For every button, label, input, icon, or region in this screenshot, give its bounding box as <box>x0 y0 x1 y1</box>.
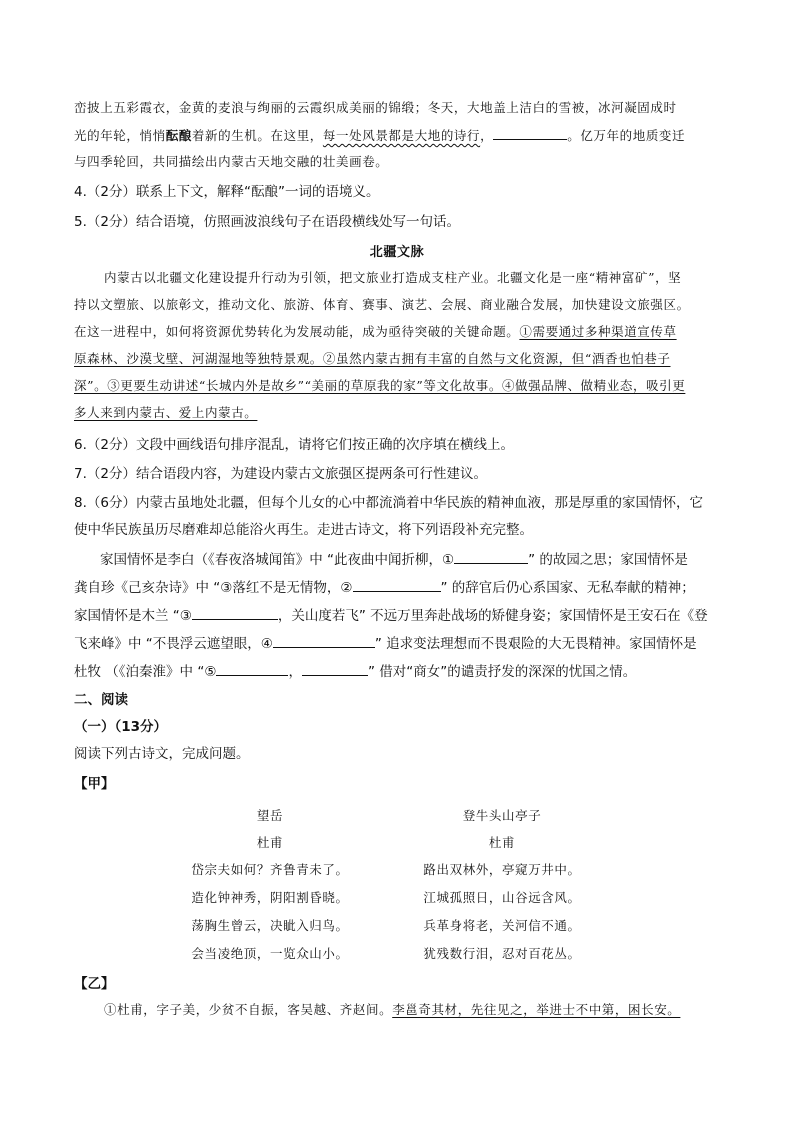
para-top-line-1: 峦披上五彩霞衣，金黄的麦浪与绚丽的云霞织成美丽的锦缎；冬天，大地盖上洁白的雪被，冰河凝固成时 <box>74 100 677 115</box>
poem-2-line: 犹残数行泪，忍对百花丛。 <box>423 946 581 961</box>
text-segment: 光的年轮，悄悄 <box>74 128 166 143</box>
para-top-line-3: 与四季轮回，共同描绘出内蒙古天地交融的壮美画卷。 <box>74 154 389 169</box>
para-mid-line-2: 持以文塑旅、以旅彰文，推动文化、旅游、体育、赛事、演艺、会展、商业融合发展，加快建设文旅强区。 <box>74 297 690 312</box>
text-segment: 杜牧 （《泊秦淮》中 “⑤ <box>74 664 217 680</box>
question-7: 7.（2分）结合语段内容，为建设内蒙古文旅强区提两条可行性建议。 <box>74 466 487 482</box>
poem-1-title: 望岳 <box>256 808 284 823</box>
text-segment: ，关山度若飞” 不远万里奔赴战场的矫健身姿；家国情怀是王安石在《登 <box>277 608 708 624</box>
text-segment: 在这一进程中，如何将资源优势转化为发展动能，成为亟待突破的关键命题。 <box>74 324 520 339</box>
text-segment: 龚自珍《己亥杂诗》中 “③落红不是无情物，② <box>74 580 353 596</box>
poem-2-line: 路出双林外，亭窥万井中。 <box>423 862 581 877</box>
underlined-sentence: 李邕奇其材，先往见之，举进士不中第，困长安。 <box>392 1002 681 1017</box>
para-mid-line-1: 内蒙古以北疆文化建设提升行动为引领，把文旅业打造成支柱产业。北疆文化是一座“精神富矿”，坚 <box>104 270 682 285</box>
poem-1-line: 荡胸生曾云，决眦入归鸟。 <box>191 918 349 933</box>
question-6: 6.（2分）文段中画线语句排序混乱，请将它们按正确的次序填在横线上。 <box>74 437 514 453</box>
text-segment: 。亿万年的地质变迁 <box>567 128 686 143</box>
question-8-line-4 <box>74 577 695 598</box>
question-8-line-5 <box>74 605 708 626</box>
text-segment: ” 追求变法理想而不畏艰险的大无畏精神。家国情怀是 <box>374 636 697 652</box>
para-mid-line-6: 多人来到内蒙古、爱上内蒙古。 <box>74 405 258 420</box>
answer-blank-1[interactable] <box>454 549 528 564</box>
reading-instruction: 阅读下列古诗文，完成问题。 <box>74 746 250 762</box>
subsection-1-heading: （一）（13分） <box>74 719 168 735</box>
yi-text-line <box>104 1000 680 1020</box>
underlined-sentence: ①需要通过多种渠道宣传草 <box>519 324 677 339</box>
question-8-line-1: 8.（6分）内蒙古虽地处北疆，但每个儿女的心中都流淌着中华民族的精神血液，那是厚重的家国情怀，它 <box>74 495 703 511</box>
question-8-line-3 <box>100 549 688 570</box>
para-top-line-2 <box>74 125 685 146</box>
answer-blank-5a[interactable] <box>216 661 288 676</box>
poem-1-line: 岱宗夫如何？齐鲁青未了。 <box>191 862 349 877</box>
text-segment: ” 的故园之思；家国情怀是 <box>528 552 688 568</box>
para-mid-line-4: 原森林、沙漠戈壁、河湖湿地等独特景观。②虽然内蒙古拥有丰富的自然与文化资源，但“酒香也怕巷子 <box>74 351 671 366</box>
text-segment: 家国情怀是木兰 “③ <box>74 608 192 624</box>
text-segment: 飞来峰》中 “不畏浮云遮望眼，④ <box>74 636 273 652</box>
wavy-underlined-sentence: 每一处风景都是大地的诗行 <box>322 128 481 143</box>
bold-word-yunniang: 酝酿 <box>165 128 192 143</box>
text-segment: 着新的生机。在这里， <box>191 128 323 143</box>
para-mid-line-5: 深”。③更要生动讲述“长城内外是故乡”“美丽的草原我的家”等文化故事。④做强品牌、做精业态，吸引更 <box>74 378 686 393</box>
section-title-beijiang: 北疆文脉 <box>369 245 425 260</box>
poem-2-author: 杜甫 <box>488 835 516 850</box>
answer-blank[interactable] <box>493 125 567 140</box>
text-segment: ” 借对“商女”的谴责抒发的深深的忧国之情。 <box>367 664 637 680</box>
poem-2-title: 登牛头山亭子 <box>462 808 542 823</box>
answer-blank-2[interactable] <box>353 577 441 592</box>
answer-blank-3[interactable] <box>192 605 278 620</box>
poem-1-author: 杜甫 <box>256 835 284 850</box>
question-4: 4.（2分）联系上下文，解释“酝酿”一词的语境义。 <box>74 184 380 200</box>
poem-2-line: 兵革身将老，关河信不通。 <box>423 918 581 933</box>
question-8-line-6 <box>74 633 697 654</box>
text-segment: ” 的辞官后仍心系国家、无私奉献的精神； <box>440 580 695 596</box>
text-segment: ， <box>480 128 494 143</box>
label-yi: 【乙】 <box>74 976 115 992</box>
para-mid-line-3 <box>74 322 677 342</box>
question-8-line-2: 使中华民族虽历尽磨难却总能浴火再生。走进古诗文，将下列语段补充完整。 <box>74 522 533 538</box>
question-8-line-7 <box>74 661 636 682</box>
text-segment: ①杜甫，字子美，少贫不自振，客吴越、齐赵间。 <box>104 1002 393 1017</box>
text-segment: 家国情怀是李白（《春夜洛城闻笛》中 “此夜曲中闻折柳，① <box>100 552 455 568</box>
answer-blank-4[interactable] <box>273 633 375 648</box>
section-2-heading: 二、阅读 <box>74 692 128 708</box>
answer-blank-5b[interactable] <box>302 661 368 676</box>
question-5: 5.（2分）结合语境，仿照画波浪线句子在语段横线处写一句话。 <box>74 214 460 230</box>
poem-2-line: 江城孤照日，山谷远含风。 <box>423 890 581 905</box>
label-jia: 【甲】 <box>74 776 115 792</box>
text-segment: ， <box>288 664 302 680</box>
poem-1-line: 会当凌绝顶，一览众山小。 <box>191 946 349 961</box>
poem-1-line: 造化钟神秀，阴阳割昏晓。 <box>191 890 349 905</box>
